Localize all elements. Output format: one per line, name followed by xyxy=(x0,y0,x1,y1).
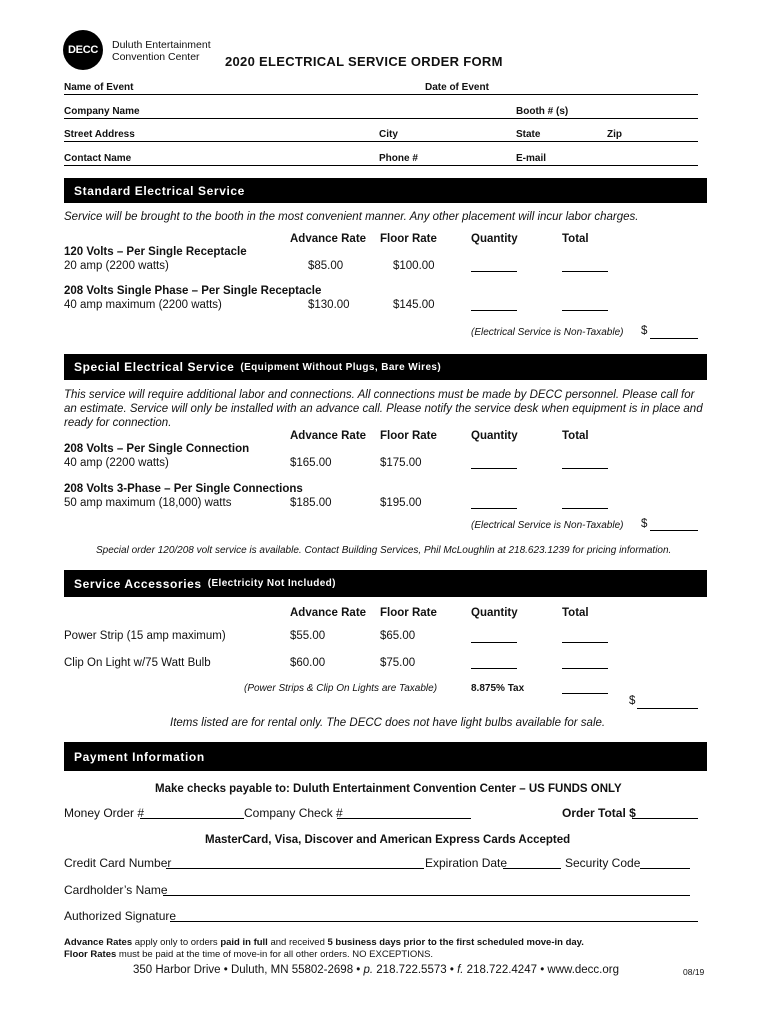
advance-rates-term-c: paid in full xyxy=(220,937,268,948)
special-subtotal-dollar: $ xyxy=(641,518,648,530)
cardholder-name-field[interactable] xyxy=(163,895,690,896)
contact-name-label: Contact Name xyxy=(64,153,132,164)
special-order-note: Special order 120/208 volt service is available. Contact Building Services, Phil McLoughlin at 218.623.1239 for pricing information. xyxy=(96,545,672,556)
accessories-tax-note: (Power Strips & Clip On Lights are Taxable) xyxy=(244,683,438,694)
standard-subtotal-field[interactable] xyxy=(650,338,698,339)
floor-rates-term-b: must be paid at the time of move-in for all other orders. NO EXCEPTIONS. xyxy=(116,949,434,960)
payment-section-header xyxy=(64,742,707,771)
cardholder-name-label: Cardholder’s Name xyxy=(64,883,168,897)
special-item-name: 208 Volts – Per Single Connection xyxy=(64,443,250,455)
advance-rates-term-a: Advance Rates xyxy=(64,937,133,948)
col-advance-rate: Advance Rate xyxy=(290,430,367,442)
card-number-field[interactable] xyxy=(166,868,424,869)
standard-item-quantity-field[interactable] xyxy=(471,310,517,311)
special-section-header xyxy=(64,354,707,380)
special-item-total-field[interactable] xyxy=(562,468,608,469)
footer-address xyxy=(133,964,619,976)
logo-text-line2: Convention Center xyxy=(112,51,200,63)
special-item-quantity-field[interactable] xyxy=(471,468,517,469)
accessories-subtotal-dollar: $ xyxy=(629,695,636,707)
security-code-label: Security Code xyxy=(565,856,641,870)
payment-section-title: Payment Information xyxy=(74,749,205,764)
special-item-advance: $165.00 xyxy=(290,457,332,469)
col-total: Total xyxy=(562,233,589,245)
footer-address-text: 350 Harbor Drive • Duluth, MN 55802-2698 • xyxy=(133,964,364,976)
footer-fax-web: 218.722.4247 • www.decc.org xyxy=(463,964,619,976)
accessory-item-total-field[interactable] xyxy=(562,668,608,669)
special-intro-line2: an estimate. Service will only be installed with an advance call. Please notify the service desk when equipment is in place and xyxy=(64,403,703,415)
page-title: 2020 ELECTRICAL SERVICE ORDER FORM xyxy=(225,54,503,69)
money-order-field[interactable] xyxy=(140,818,244,819)
col-floor-rate: Floor Rate xyxy=(380,607,437,619)
special-intro-line3: ready for connection. xyxy=(64,417,172,429)
company-name-field[interactable] xyxy=(64,118,698,119)
money-order-label: Money Order # xyxy=(64,806,145,820)
accessories-subtotal-field[interactable] xyxy=(637,708,698,709)
special-section-subtitle: (Equipment Without Plugs, Bare Wires) xyxy=(240,361,442,373)
accessory-item-advance: $55.00 xyxy=(290,630,326,642)
expiration-date-field[interactable] xyxy=(503,868,561,869)
email-label: E-mail xyxy=(516,153,547,164)
col-total: Total xyxy=(562,607,589,619)
authorized-signature-label: Authorized Signature xyxy=(64,909,177,923)
accessory-item-quantity-field[interactable] xyxy=(471,642,517,643)
standard-item-name: 120 Volts – Per Single Receptacle xyxy=(64,246,247,258)
booth-label: Booth # (s) xyxy=(516,106,569,117)
footer-phone-label: p. xyxy=(363,964,374,976)
accessory-item-floor: $75.00 xyxy=(380,657,416,669)
footer-phone: 218.722.5573 • xyxy=(373,964,458,976)
accessories-section-subtitle: (Electricity Not Included) xyxy=(207,578,336,589)
advance-rates-term-d: and received xyxy=(267,937,328,948)
zip-label: Zip xyxy=(607,129,622,140)
special-subtotal-field[interactable] xyxy=(650,530,698,531)
standard-section-title: Standard Electrical Service xyxy=(74,183,245,198)
checks-payable-note: Make checks payable to: Duluth Entertainment Convention Center – US FUNDS ONLY xyxy=(155,783,622,795)
event-date-label: Date of Event xyxy=(425,82,489,93)
event-name-label: Name of Event xyxy=(64,82,134,93)
street-address-field[interactable] xyxy=(64,141,698,142)
special-item-total-field[interactable] xyxy=(562,508,608,509)
standard-item-total-field[interactable] xyxy=(562,271,608,272)
city-label: City xyxy=(379,129,398,140)
col-floor-rate: Floor Rate xyxy=(380,233,437,245)
col-floor-rate: Floor Rate xyxy=(380,430,437,442)
authorized-signature-field[interactable] xyxy=(170,921,698,922)
standard-item-detail: 20 amp (2200 watts) xyxy=(64,260,169,272)
security-code-field[interactable] xyxy=(640,868,690,869)
accessories-tax-rate: 8.875% Tax xyxy=(471,683,525,694)
street-address-label: Street Address xyxy=(64,129,135,140)
logo-text-line1: Duluth Entertainment xyxy=(112,39,211,51)
special-intro-line1: This service will require additional labor and connections. All connections must be made by DECC personnel. Please call for xyxy=(64,389,695,401)
special-item-floor: $195.00 xyxy=(380,497,422,509)
standard-tax-note: (Electrical Service is Non-Taxable) xyxy=(471,327,624,338)
cards-accepted-note: MasterCard, Visa, Discover and American Express Cards Accepted xyxy=(205,834,571,846)
card-number-label: Credit Card Number xyxy=(64,856,172,870)
advance-rates-terms xyxy=(64,937,584,948)
advance-rates-term-e: 5 business days prior to the first scheduled move-in day. xyxy=(327,937,584,948)
event-name-field[interactable] xyxy=(64,94,698,95)
rental-note: Items listed are for rental only. The DECC does not have light bulbs available for sale. xyxy=(170,717,606,729)
special-tax-note: (Electrical Service is Non-Taxable) xyxy=(471,520,624,531)
advance-rates-term-b: apply only to orders xyxy=(132,937,221,948)
phone-label: Phone # xyxy=(379,153,418,164)
company-name-label: Company Name xyxy=(64,106,140,117)
company-check-field[interactable] xyxy=(337,818,471,819)
state-label: State xyxy=(516,129,541,140)
standard-section-header xyxy=(64,178,707,203)
standard-subtotal-dollar: $ xyxy=(641,325,648,337)
accessory-item-quantity-field[interactable] xyxy=(471,668,517,669)
standard-item-floor: $145.00 xyxy=(393,299,435,311)
col-quantity: Quantity xyxy=(471,430,518,442)
floor-rates-terms xyxy=(64,949,433,960)
col-quantity: Quantity xyxy=(471,233,518,245)
standard-item-advance: $130.00 xyxy=(308,299,350,311)
accessory-item-advance: $60.00 xyxy=(290,657,326,669)
accessory-item-name: Power Strip (15 amp maximum) xyxy=(64,630,226,642)
special-item-name: 208 Volts 3-Phase – Per Single Connections xyxy=(64,483,303,495)
special-item-advance: $185.00 xyxy=(290,497,332,509)
company-check-label: Company Check # xyxy=(244,806,343,820)
standard-item-total-field[interactable] xyxy=(562,310,608,311)
logo xyxy=(63,30,233,70)
accessories-tax-field[interactable] xyxy=(562,693,608,694)
special-item-detail: 50 amp maximum (18,000) watts xyxy=(64,497,232,509)
floor-rates-term-a: Floor Rates xyxy=(64,949,117,960)
standard-intro: Service will be brought to the booth in the most convenient manner. Any other placement will incur labor charges. xyxy=(64,211,639,223)
col-quantity: Quantity xyxy=(471,607,518,619)
contact-name-field[interactable] xyxy=(64,165,698,166)
expiration-date-label: Expiration Date xyxy=(425,856,508,870)
standard-item-advance: $85.00 xyxy=(308,260,344,272)
standard-item-floor: $100.00 xyxy=(393,260,435,272)
standard-item-name: 208 Volts Single Phase – Per Single Receptacle xyxy=(64,285,322,297)
logo-mark: DECC xyxy=(63,30,103,70)
col-advance-rate: Advance Rate xyxy=(290,233,367,245)
special-item-quantity-field[interactable] xyxy=(471,508,517,509)
order-total-label: Order Total $ xyxy=(562,806,636,820)
form-version-code: 08/19 xyxy=(683,967,705,977)
special-item-floor: $175.00 xyxy=(380,457,422,469)
col-advance-rate: Advance Rate xyxy=(290,607,367,619)
col-total: Total xyxy=(562,430,589,442)
standard-item-quantity-field[interactable] xyxy=(471,271,517,272)
special-item-detail: 40 amp (2200 watts) xyxy=(64,457,169,469)
accessory-item-total-field[interactable] xyxy=(562,642,608,643)
accessory-item-name: Clip On Light w/75 Watt Bulb xyxy=(64,657,211,669)
standard-item-detail: 40 amp maximum (2200 watts) xyxy=(64,299,222,311)
accessories-section-title: Service Accessories xyxy=(74,576,202,591)
accessory-item-floor: $65.00 xyxy=(380,630,416,642)
special-section-title: Special Electrical Service xyxy=(74,360,235,374)
accessories-section-header xyxy=(64,570,707,597)
footer-fax-label: f. xyxy=(457,964,464,976)
order-total-field[interactable] xyxy=(632,818,698,819)
